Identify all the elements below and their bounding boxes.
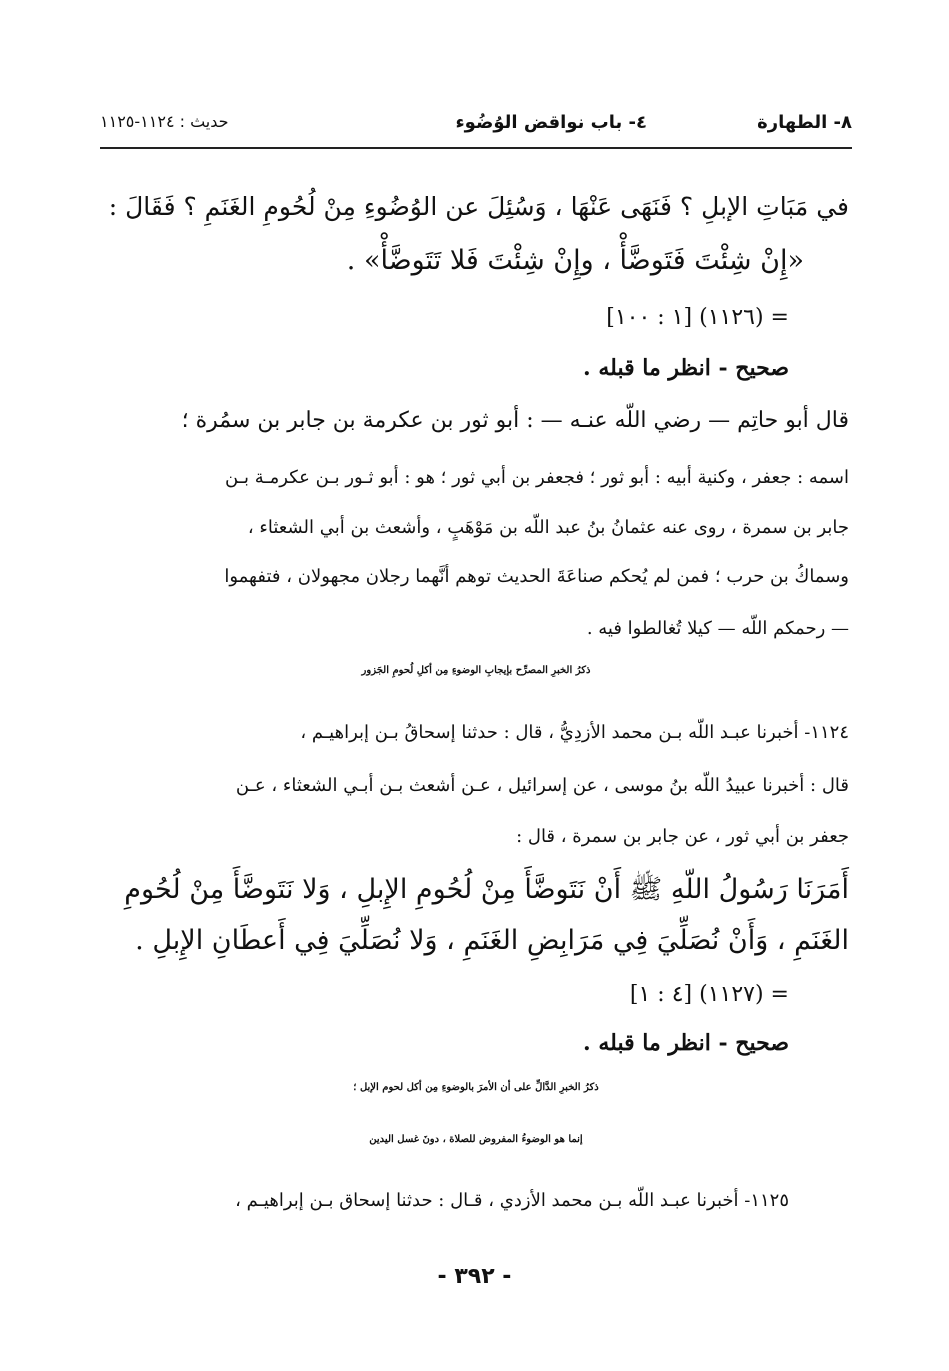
page-number: - ٣٩٢ - — [437, 1264, 512, 1289]
cross-reference: = (١١٢٦) [١ : ١٠٠] — [606, 305, 789, 330]
running-header — [100, 112, 852, 146]
isnad-line: قال : أخبرنا عبيدُ اللّه بنُ موسى ، عن إسرائيل ، عـن أشعث بـن أبـي الشعثاء ، عـن — [235, 775, 849, 796]
commentary-line: جابر بن سمرة ، روى عنه عثمانُ بنُ عبد اللّه بن مَوْهَبٍ ، وأشعث بن أبي الشعثاء ، — [247, 517, 849, 538]
chapter-title: ٨- الطهارة — [757, 112, 852, 133]
isnad-line: جعفر بن أبي ثور ، عن جابر بن سمرة ، قال : — [516, 826, 849, 847]
hadith-text-line: أَمَرَنَا رَسُولُ اللّهِ ﷺ أَنْ نَتَوضَّأَ مِنْ لُحُومِ الإِبلِ ، وَلا نَتَوضَّأَ مِنْ لُحُومِ — [124, 874, 849, 905]
grading-line: صحيح - انظر ما قبله . — [583, 1030, 789, 1056]
commentary-line: — رحمكم اللّه — كيلا تُغالطوا فيه . — [586, 618, 849, 639]
chapter-heading: ذكرُ الخبرِ الدَّالِّ على أن الأمرَ بالوضوءِ مِن أكل لحوم الإبل ؛ — [353, 1082, 599, 1093]
chapter-heading: ذكرُ الخبرِ المصرِّح بإيجابِ الوضوءِ مِن أكلِ لُحومِ الجَزور — [361, 665, 591, 676]
commentary-line: وسماكُ بن حرب ؛ فمن لم يُحكم صناعَةَ الحديث توهم أنَّهما رجلان مجهولان ، فتفهموا — [224, 566, 849, 587]
isnad-line: ١١٢٥- أخبرنا عبـد اللّه بـن محمد الأزدي ، قـال : حدثنا إسحاق بـن إبراهيـم ، — [235, 1190, 789, 1211]
commentary-line: اسمه : جعفر ، وكنية أبيه : أبو ثور ؛ فجعفر بن أبي ثور ؛ هو : أبو ثـور بـن عكرمـة بـن — [225, 467, 849, 488]
chapter-heading-continued: إنما هو الوضوءُ المفروض للصلاة ، دونَ غسل اليدين — [369, 1134, 583, 1145]
hadith-text-line: في مَبَاتِ الإبلِ ؟ فَنَهَى عَنْهَا ، وَسُئِلَ عن الوُضُوءِ مِنْ لُحُومِ الغَنَمِ ؟ فَقَالَ : — [108, 192, 849, 221]
commentary-line: قال أبو حاتِم — رضي اللّه عنـه — : أبو ثور بن عكرمة بن جابر بن سمُرة ؛ — [181, 408, 849, 433]
hadith-text-line: الغَنَمِ ، وَأَنْ نُصَلِّيَ فِي مَرَابِضِ الغَنَمِ ، وَلا نُصَلِّيَ فِي أَعطَانِ الإِبلِ . — [135, 925, 849, 956]
cross-reference: = (١١٢٧) [٤ : ١] — [629, 982, 789, 1007]
grading-line: صحيح - انظر ما قبله . — [583, 355, 789, 381]
isnad-line: ١١٢٤- أخبرنا عبـد اللّه بـن محمد الأزدِيُّ ، قال : حدثنا إسحاقُ بـن إبراهيـم ، — [300, 722, 849, 743]
hadith-range: حديث : ١١٢٤-١١٢٥ — [100, 112, 229, 131]
header-rule — [100, 147, 852, 149]
hadith-text-line: «إِنْ شِئْتَ فَتَوضَّأْ ، وإِنْ شِئْتَ فَلا تَتَوضَّأْ» . — [346, 245, 804, 276]
section-title: ٤- باب نواقض الوُضُوء — [455, 112, 647, 133]
